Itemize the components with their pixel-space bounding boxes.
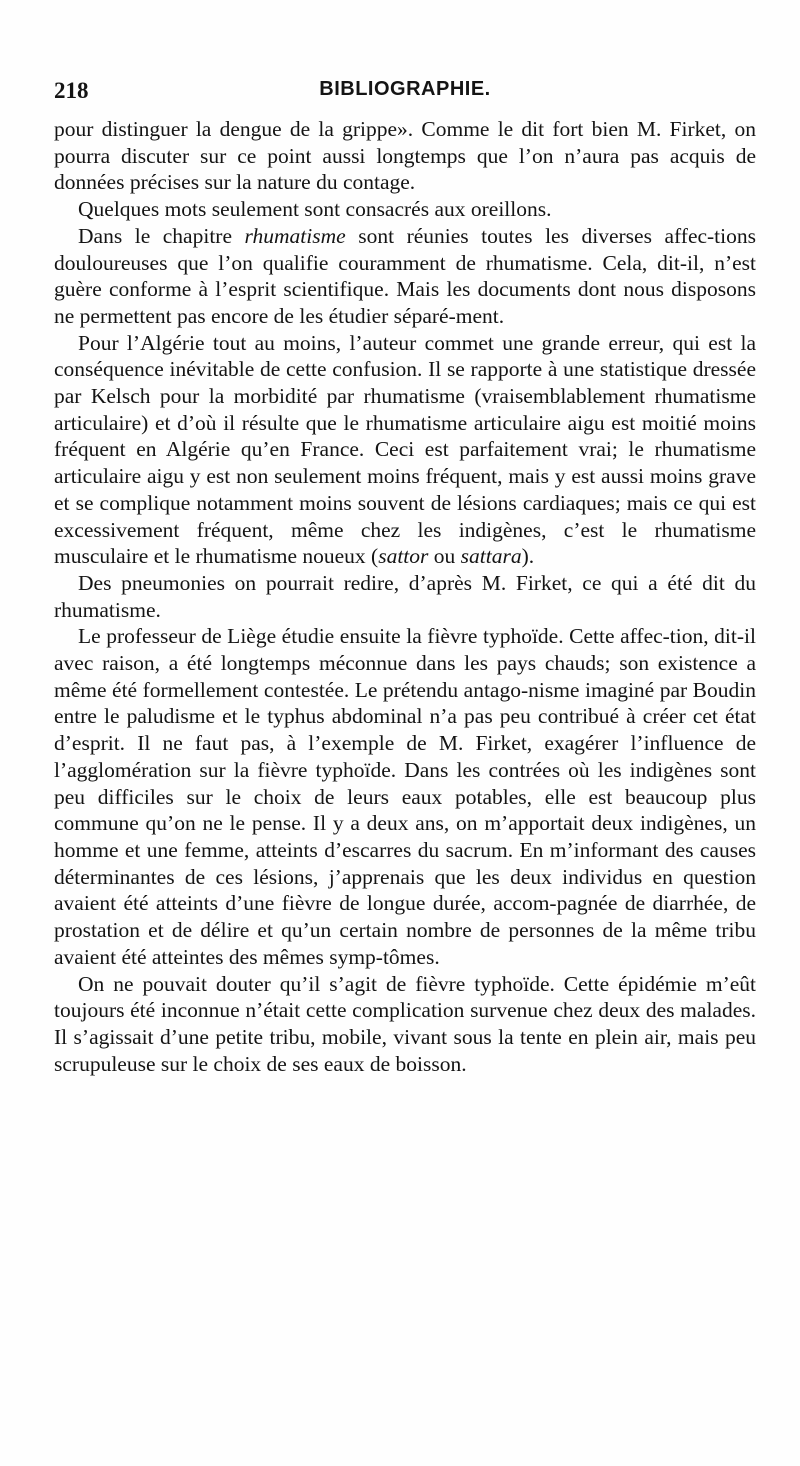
text-run: sont réunies toutes les diverses affec-tions douloureuses que l’on qualifie couramment de rhumatisme. Cela, dit-il, n’est guère conforme à l’esprit scientifique. Mais les documents dont nous disposons ne permettent pas encore de les étudier séparé-ment. — [54, 223, 756, 328]
text-run: Dans le chapitre — [78, 223, 245, 248]
paragraph — [54, 330, 756, 570]
paragraph — [54, 570, 756, 623]
italic-term: sattor — [378, 544, 429, 569]
paragraph — [54, 971, 756, 1078]
paragraph — [54, 196, 756, 223]
page-header — [54, 74, 756, 110]
paragraph — [54, 623, 756, 970]
paragraph — [54, 116, 756, 196]
page-number: 218 — [54, 78, 89, 103]
text-run: On ne pouvait douter qu’il s’agit de fièvre typhoïde. Cette épidémie m’eût toujours été inconnue n’était cette complication survenue chez deux des malades. Il s’agissait d’une petite tribu, mobile, vivant sous la tente en plein air, mais peu scrupuleuse sur le choix de ses eaux de boisson. — [54, 971, 756, 1076]
text-run: ). — [521, 544, 535, 569]
text-run: Pour l’Algérie tout au moins, l’auteur commet une grande erreur, qui est la conséquence inévitable de cette confusion. Il se rapporte à une statistique dressée par Kelsch pour la morbidité par rhumatisme (vraisemblablement rhumatisme articulaire) et d’où il résulte que le rhumatisme articulaire aigu est moitié moins fréquent en Algérie qu’en France. Ceci est parfaitement vrai; le rhumatisme articulaire aigu y est non seulement moins fréquent, mais y est aussi moins grave et se complique notamment moins souvent de lésions cardiaques; mais ce qui est excessivement fréquent, même chez les indigènes, c’est le rhumatisme musculaire et le rhumatisme noueux ( — [54, 330, 756, 569]
text-run: Le professeur de Liège étudie ensuite la fièvre typhoïde. Cette affec-tion, dit-il avec raison, a été longtemps méconnue dans les pays chauds; son existence a même été formellement contestée. Le prétendu antago-nisme imaginé par Boudin entre le paludisme et le typhus abdominal n’a pas peu contribué à créer cet état d’esprit. Il ne faut pas, à l’exemple de M. Firket, exagérer l’influence de l’agglomération sur la fièvre typhoïde. Dans les contrées où les indigènes sont peu difficiles sur le choix de leurs eaux potables, elle est beaucoup plus commune qu’on ne le pense. Il y a deux ans, on m’apportait deux indigènes, un homme et une femme, atteints d’escarres du sacrum. En m’informant des causes déterminantes de ces lésions, j’apprenais que les deux individus en question avaient été atteints d’une fièvre de longue durée, accom-pagnée de diarrhée, de prostation et de délire et qu’un certain nombre de personnes de la même tribu avaient été atteintes des mêmes symp-tômes. — [54, 624, 756, 969]
running-title: BIBLIOGRAPHIE. — [319, 78, 491, 100]
italic-term: rhumatisme — [244, 223, 346, 248]
italic-term: sattara — [460, 544, 522, 569]
text-run: Des pneumonies on pourrait redire, d’après M. Firket, ce qui a été dit du rhumatisme. — [54, 570, 756, 622]
text-run: Quelques mots seulement sont consacrés aux oreillons. — [78, 197, 552, 222]
paragraph — [54, 223, 756, 330]
body-text — [54, 116, 756, 1077]
text-run: ou — [428, 544, 461, 569]
text-run: pour distinguer la dengue de la grippe». Comme le dit fort bien M. Firket, on pourra discuter sur ce point aussi longtemps que l’on n’aura pas acquis de données précises sur la nature du contage. — [54, 117, 756, 195]
